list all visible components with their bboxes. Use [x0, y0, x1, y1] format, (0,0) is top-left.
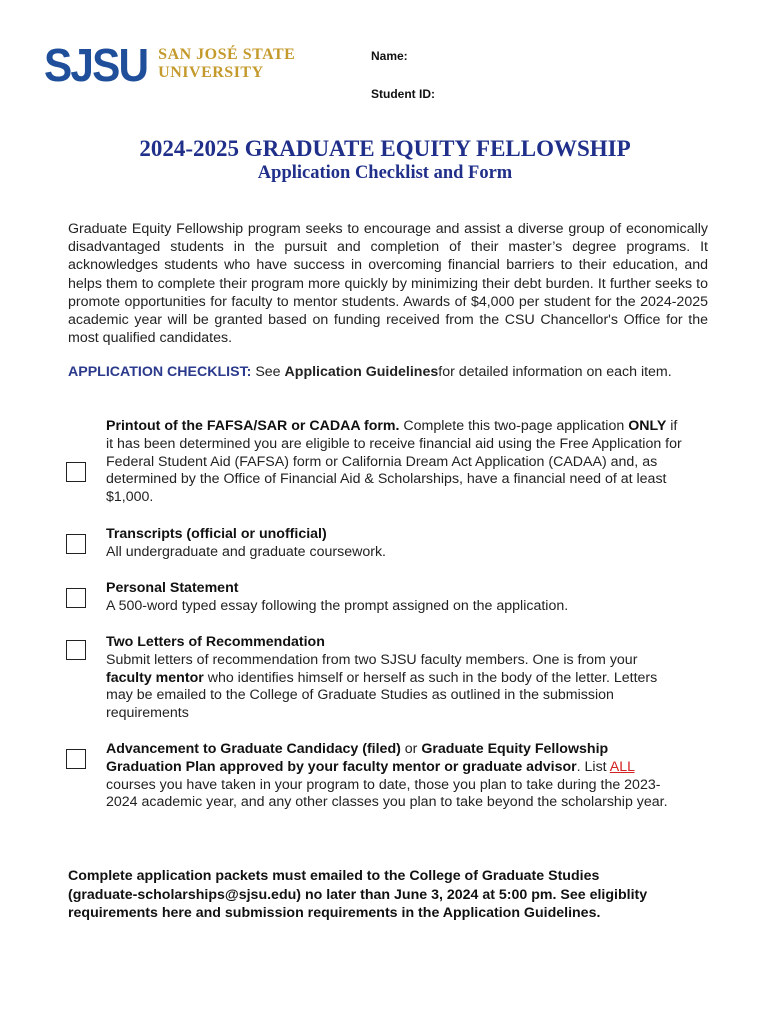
- submission-note: Complete application packets must emailed to the College of Graduate Studies (graduate-scholarships@sjsu.edu) no later than June 3, 2024 at 5:00 pm. See eligiblity requirements here and submission requirements in the Application Guidelines.: [68, 868, 648, 921]
- item-title: Printout of the FAFSA/SAR or CADAA form.: [106, 418, 400, 434]
- checkbox-transcripts[interactable]: [66, 534, 86, 554]
- item-title: Advancement to Graduate Candidacy (filed): [106, 741, 401, 757]
- item-title: Transcripts (official or unofficial): [106, 526, 327, 542]
- checklist-heading: [68, 364, 672, 380]
- item-title: Two Letters of Recommendation: [106, 634, 325, 650]
- student-id-label: Student ID:: [371, 87, 435, 101]
- item-emphasis: ONLY: [628, 418, 667, 434]
- checklist-item-personal-statement: [106, 580, 686, 616]
- all-emphasis: ALL: [609, 758, 635, 775]
- item-text: courses you have taken in your program to date, those you plan to take during the 2023-2024 academic year, and any other classes you plan to take beyond the scholarship year.: [106, 776, 668, 811]
- item-text: if it has been determined you are eligible to receive financial aid using the Free Application for Federal Student Aid (FAFSA) form or California Dream Act Application (CADAA) and, as determined by the Office of Financial Aid & Scholarships, have a financial need of at least $1,000.: [106, 418, 682, 506]
- page-subtitle: Application Checklist and Form: [257, 163, 513, 183]
- logo-line-2: UNIVERSITY: [158, 64, 264, 81]
- logo-mark: SJSU: [44, 39, 148, 91]
- intro-paragraph: Graduate Equity Fellowship program seeks to encourage and assist a diverse group of economically disadvantaged students in the pursuit and completion of their master’s degree programs. It acknowledges students who have success in overcoming financial barriers to their education, and helps them to complete their program more quickly by minimizing their debt burden. It further seeks to promote opportunities for faculty to mentor students. Awards of $4,000 per student for the 2024-2025 academic year will be granted based on funding received from the CSU Chancellor's Office for the most qualified candidates.: [68, 221, 708, 347]
- item-text: who identifies himself or herself as such in the body of the letter. Letters may be emailed to the College of Graduate Studies as outlined in the submission requirements: [106, 669, 658, 722]
- checkbox-fafsa[interactable]: [66, 462, 86, 482]
- page-title: 2024-2025 GRADUATE EQUITY FELLOWSHIP: [139, 136, 631, 161]
- item-text: All undergraduate and graduate coursework.: [106, 543, 386, 560]
- item-title: Personal Statement: [106, 580, 239, 596]
- logo-line-1: SAN JOSÉ STATE: [158, 46, 296, 63]
- item-text: . List: [576, 758, 610, 775]
- guidelines-link[interactable]: Application Guidelines: [284, 364, 439, 380]
- item-emphasis: Graduate Equity Fellowship Graduation Plan approved by your faculty mentor or graduate advisor: [106, 741, 609, 775]
- sjsu-logo: [44, 39, 296, 91]
- item-text: Submit letters of recommendation from two SJSU faculty members. One is from your: [106, 651, 638, 668]
- checklist-item-recommendations: [106, 634, 686, 723]
- checkbox-candidacy[interactable]: [66, 749, 86, 769]
- checklist-item-fafsa: [106, 418, 686, 507]
- checkbox-recommendations[interactable]: [66, 640, 86, 660]
- checklist-see: See: [251, 364, 285, 380]
- checkbox-personal-statement[interactable]: [66, 588, 86, 608]
- checklist-item-transcripts: [106, 526, 686, 562]
- name-label: Name:: [371, 49, 408, 63]
- checklist-item-candidacy: [106, 741, 686, 812]
- item-text: Complete this two-page application: [399, 418, 629, 434]
- checklist-label: APPLICATION CHECKLIST:: [68, 364, 252, 380]
- item-text: or: [400, 741, 422, 757]
- item-text: A 500-word typed essay following the prompt assigned on the application.: [106, 597, 569, 614]
- checklist-rest: for detailed information on each item.: [438, 364, 672, 380]
- logo-wordmark: [158, 46, 295, 82]
- item-emphasis: faculty mentor: [106, 669, 204, 686]
